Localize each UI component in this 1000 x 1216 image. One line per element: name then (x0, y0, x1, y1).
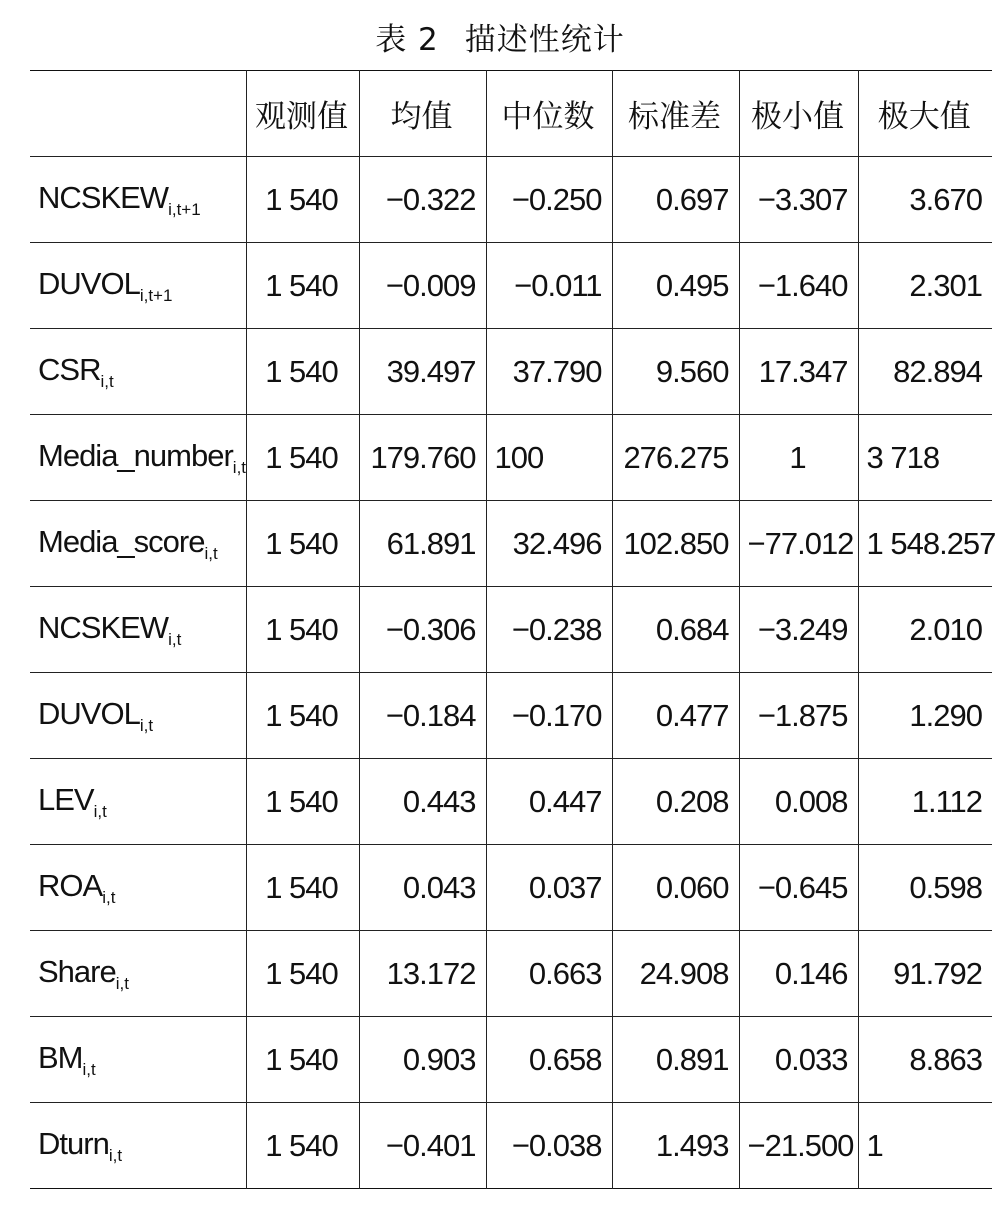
cell-min: −3.307 (739, 157, 858, 243)
cell-mean: −0.306 (359, 587, 486, 673)
cell-max: 2.010 (858, 587, 992, 673)
variable-name: BM (38, 1039, 83, 1075)
variable-subscript: i,t (102, 887, 116, 907)
variable-name: DUVOL (38, 265, 140, 301)
cell-median: −0.238 (486, 587, 612, 673)
cell-mean: 39.497 (359, 329, 486, 415)
cell-observations: 1 540 (246, 845, 359, 931)
cell-mean: −0.184 (359, 673, 486, 759)
cell-median: 0.658 (486, 1017, 612, 1103)
variable-subscript: i,t (108, 1145, 123, 1165)
table-row (30, 673, 992, 759)
table-row (30, 759, 992, 845)
variable-name-cell (30, 157, 246, 243)
cell-mean: 0.903 (359, 1017, 486, 1103)
variable-subscript: i,t+1 (168, 199, 201, 219)
descriptive-statistics-table (30, 70, 996, 1189)
cell-max: 1 (858, 1103, 992, 1189)
variable-name: Dturn (38, 1125, 109, 1161)
cell-std-dev: 276.275 (612, 415, 739, 501)
cell-max: 0.598 (858, 845, 992, 931)
cell-std-dev: 0.060 (612, 845, 739, 931)
cell-std-dev: 0.477 (612, 673, 739, 759)
cell-std-dev: 102.850 (612, 501, 739, 587)
header-median: 中位数 (486, 71, 612, 157)
variable-name-cell (30, 415, 246, 501)
table-row (30, 157, 992, 243)
cell-min: 17.347 (739, 329, 858, 415)
cell-observations: 1 540 (246, 329, 359, 415)
cell-mean: −0.401 (359, 1103, 486, 1189)
variable-subscript: i,t+1 (139, 285, 173, 305)
table-row (30, 845, 992, 931)
cell-min: −3.249 (739, 587, 858, 673)
cell-observations: 1 540 (246, 931, 359, 1017)
variable-subscript: i,t (139, 715, 154, 735)
variable-name-cell (30, 587, 246, 673)
cell-min: 0.146 (739, 931, 858, 1017)
variable-subscript: i,t (168, 629, 182, 649)
variable-subscript: i,t (204, 543, 218, 563)
table-caption (0, 14, 1000, 59)
cell-median: −0.038 (486, 1103, 612, 1189)
cell-observations: 1 540 (246, 1103, 359, 1189)
cell-median: −0.011 (486, 243, 612, 329)
cell-min: 1 (739, 415, 858, 501)
cell-median: 37.790 (486, 329, 612, 415)
cell-std-dev: 0.208 (612, 759, 739, 845)
variable-name-cell (30, 1103, 246, 1189)
header-max: 极大值 (858, 71, 992, 157)
table-body (30, 157, 996, 1189)
cell-observations: 1 540 (246, 157, 359, 243)
variable-subscript: i,t (93, 801, 107, 821)
cell-median: 0.447 (486, 759, 612, 845)
cell-max: 91.792 (858, 931, 992, 1017)
table-row (30, 1103, 992, 1189)
header-min: 极小值 (739, 71, 858, 157)
variable-name-cell (30, 1017, 246, 1103)
variable-name: Share (38, 953, 116, 989)
variable-name: Media_score (38, 523, 205, 559)
variable-name-cell (30, 501, 246, 587)
cell-median: 0.037 (486, 845, 612, 931)
cell-mean: −0.322 (359, 157, 486, 243)
variable-name-cell (30, 931, 246, 1017)
variable-subscript: i,t (115, 973, 129, 993)
cell-std-dev: 1.493 (612, 1103, 739, 1189)
variable-subscript: i,t (100, 371, 114, 391)
variable-name-cell (30, 243, 246, 329)
cell-observations: 1 540 (246, 415, 359, 501)
cell-max: 82.894 (858, 329, 992, 415)
header-row (30, 71, 992, 157)
cell-mean: 0.443 (359, 759, 486, 845)
cell-min: −0.645 (739, 845, 858, 931)
table-row (30, 329, 992, 415)
cell-std-dev: 24.908 (612, 931, 739, 1017)
variable-name-cell (30, 759, 246, 845)
cell-min: 0.033 (739, 1017, 858, 1103)
table-title: 描述性统计 (464, 22, 625, 58)
cell-min: 0.008 (739, 759, 858, 845)
table-row (30, 1017, 992, 1103)
cell-std-dev: 0.495 (612, 243, 739, 329)
cell-mean: 61.891 (359, 501, 486, 587)
cell-mean: −0.009 (359, 243, 486, 329)
cell-min: −77.012 (739, 501, 858, 587)
table-row (30, 931, 992, 1017)
cell-min: −1.875 (739, 673, 858, 759)
variable-subscript: i,t (232, 457, 247, 477)
variable-name-cell (30, 845, 246, 931)
cell-std-dev: 0.697 (612, 157, 739, 243)
variable-name: NCSKEW (38, 609, 169, 645)
cell-median: −0.250 (486, 157, 612, 243)
cell-median: 100 (486, 415, 612, 501)
table-row (30, 243, 992, 329)
cell-observations: 1 540 (246, 1017, 359, 1103)
cell-observations: 1 540 (246, 501, 359, 587)
header-std-dev: 标准差 (612, 71, 739, 157)
cell-observations: 1 540 (246, 587, 359, 673)
cell-max: 1.290 (858, 673, 992, 759)
variable-name: NCSKEW (38, 179, 169, 215)
variable-name: LEV (38, 781, 94, 817)
cell-median: 0.663 (486, 931, 612, 1017)
header-variable (30, 71, 246, 157)
cell-max: 1.112 (858, 759, 992, 845)
cell-observations: 1 540 (246, 243, 359, 329)
cell-max: 2.301 (858, 243, 992, 329)
variable-name: CSR (38, 351, 101, 387)
variable-subscript: i,t (82, 1059, 96, 1079)
cell-mean: 13.172 (359, 931, 486, 1017)
variable-name: DUVOL (38, 695, 140, 731)
cell-observations: 1 540 (246, 759, 359, 845)
variable-name: Media_number (38, 437, 233, 473)
header-mean: 均值 (359, 71, 486, 157)
cell-mean: 0.043 (359, 845, 486, 931)
cell-observations: 1 540 (246, 673, 359, 759)
table-row (30, 415, 992, 501)
cell-std-dev: 0.684 (612, 587, 739, 673)
cell-mean: 179.760 (359, 415, 486, 501)
cell-median: 32.496 (486, 501, 612, 587)
variable-name-cell (30, 329, 246, 415)
cell-max: 1 548.257 (858, 501, 992, 587)
variable-name: ROA (38, 867, 103, 903)
cell-max: 8.863 (858, 1017, 992, 1103)
cell-min: −1.640 (739, 243, 858, 329)
table-row (30, 501, 992, 587)
table-number: 表 2 (375, 22, 439, 58)
variable-name-cell (30, 673, 246, 759)
header-observations: 观测值 (246, 71, 359, 157)
cell-median: −0.170 (486, 673, 612, 759)
cell-std-dev: 9.560 (612, 329, 739, 415)
cell-min: −21.500 (739, 1103, 858, 1189)
cell-std-dev: 0.891 (612, 1017, 739, 1103)
cell-max: 3 718 (858, 415, 992, 501)
table-row (30, 587, 992, 673)
cell-max: 3.670 (858, 157, 992, 243)
